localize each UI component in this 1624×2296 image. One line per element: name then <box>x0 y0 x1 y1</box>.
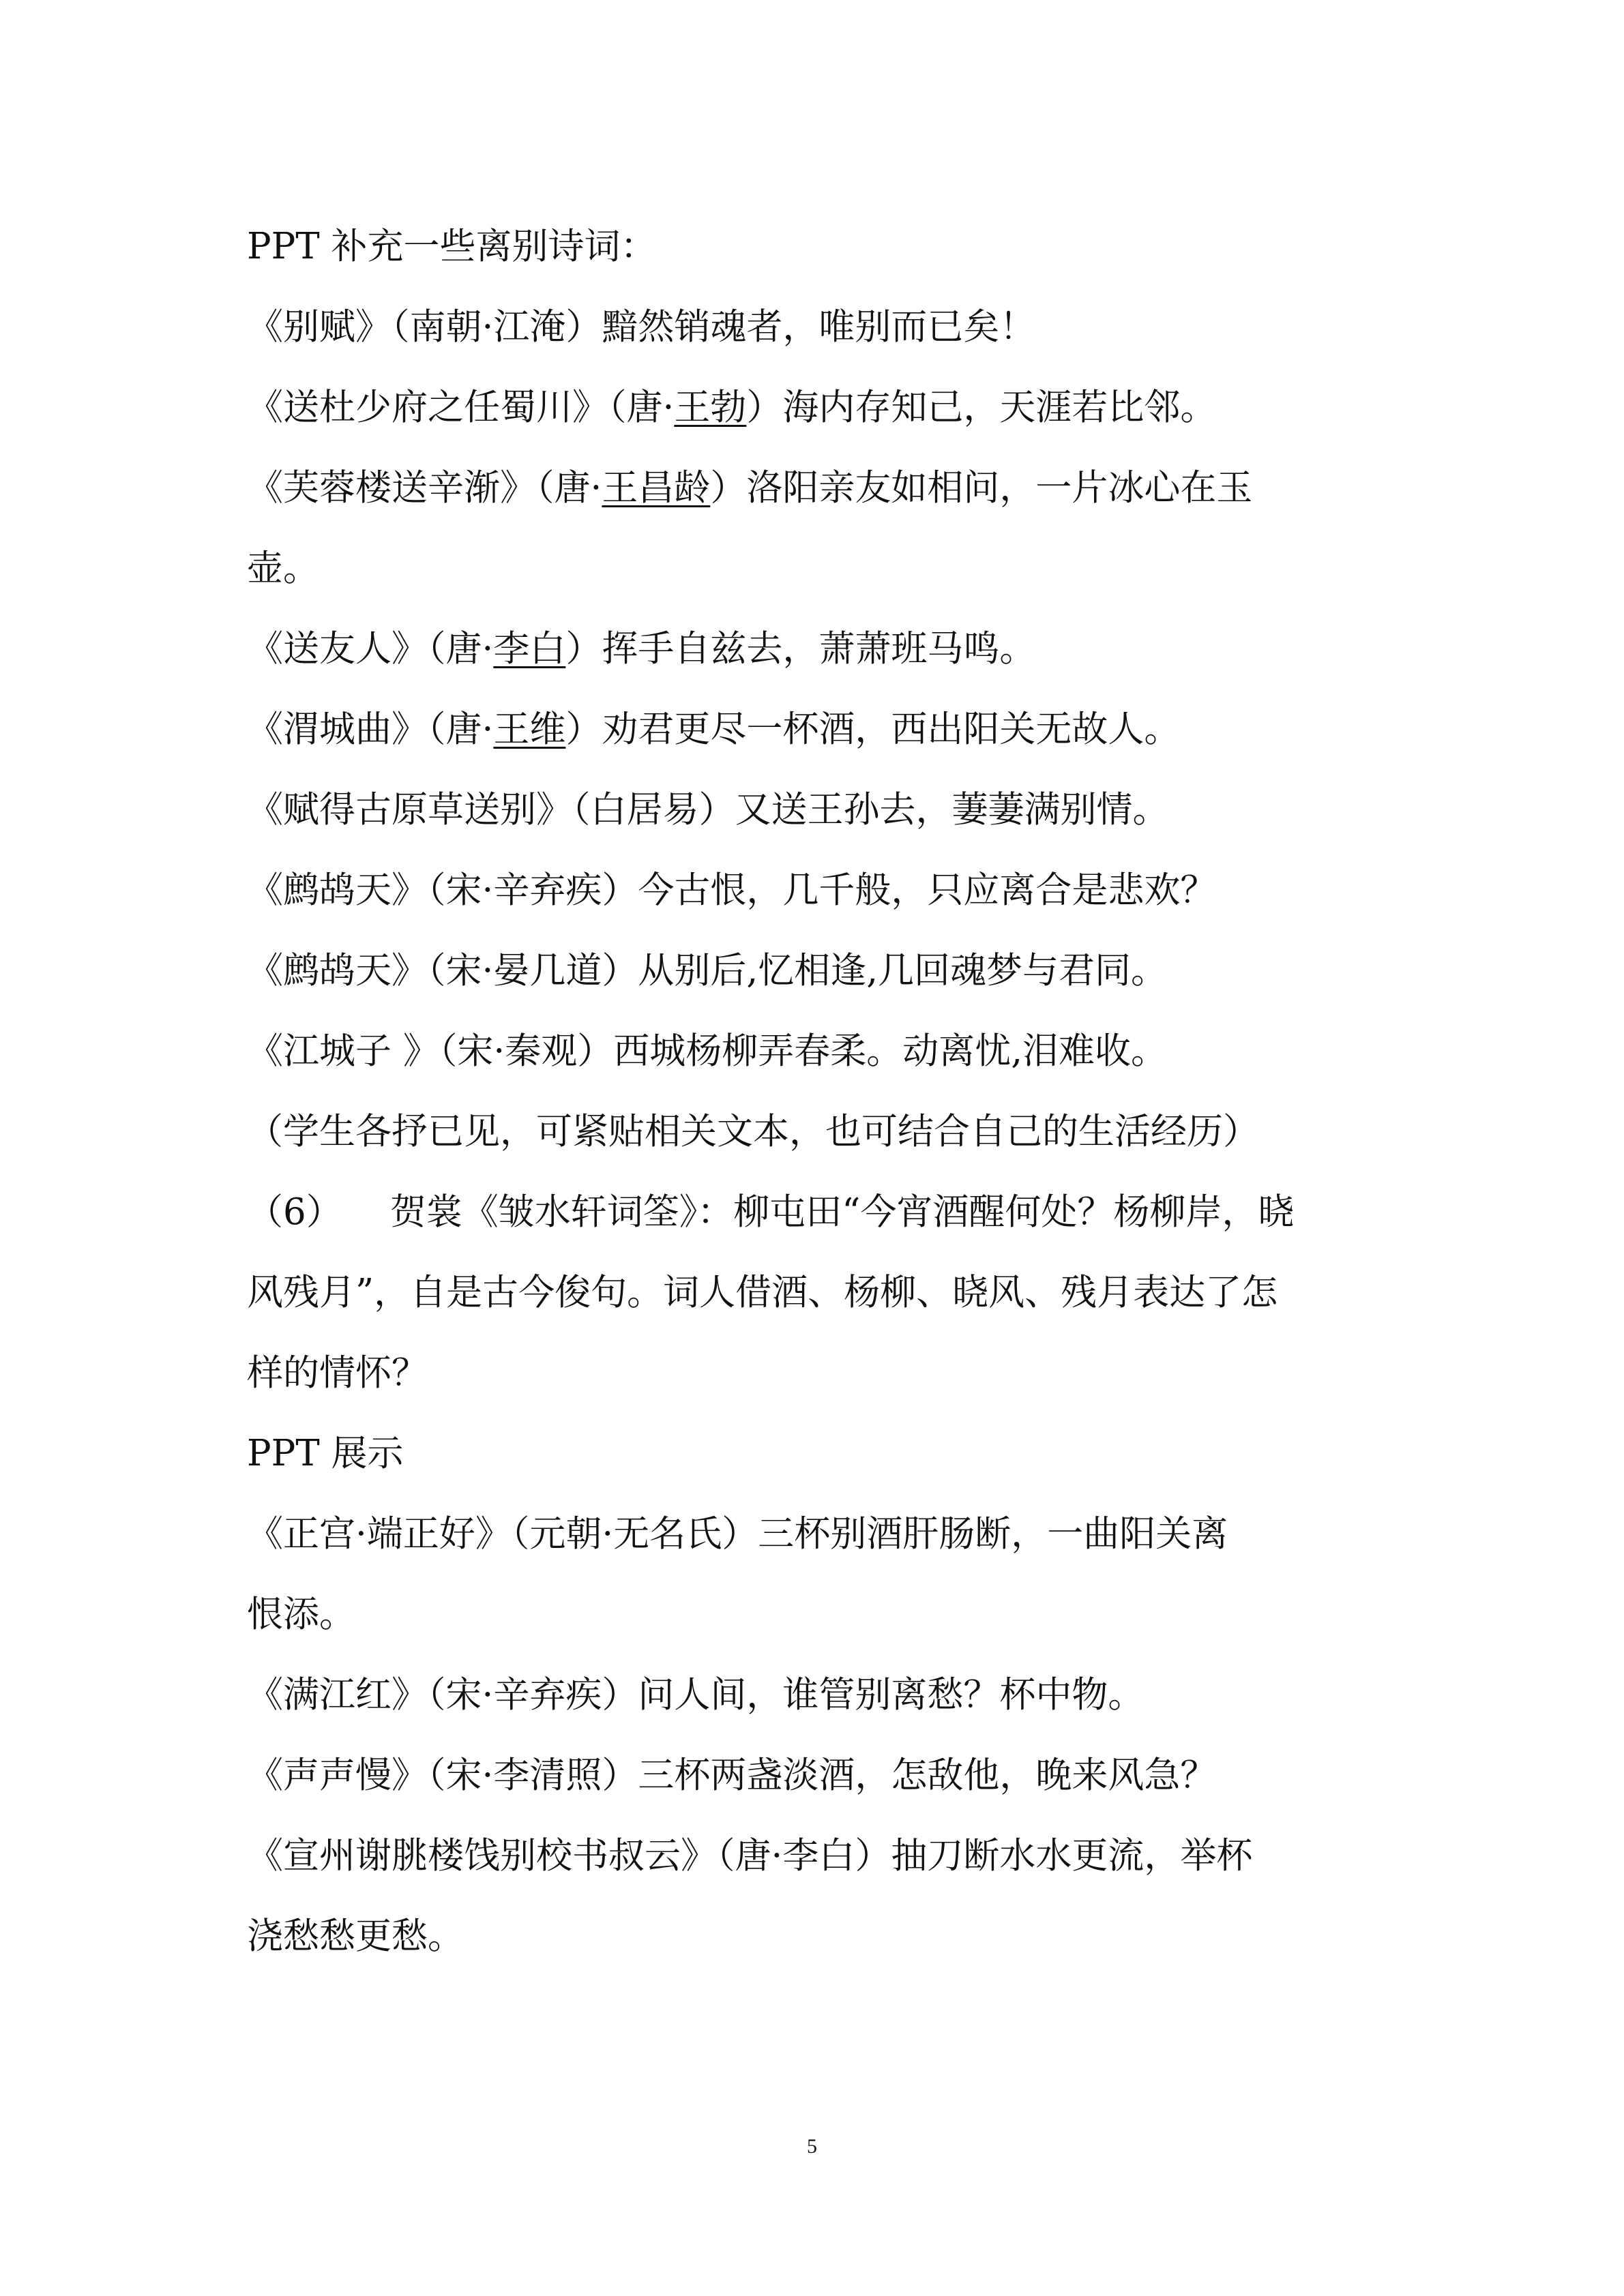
poem-verse-text: ）劝君更尽一杯酒，西出阳关无故人。 <box>565 709 1181 750</box>
author-link-li-bai[interactable]: 李白 <box>493 628 566 670</box>
poem-line-song-du-shaofu <box>247 386 1400 430</box>
poem-title-text: 《送友人》（唐· <box>247 628 494 670</box>
question-text: 贺裳《皱水轩词筌》：柳屯田“今宵酒醒何处？杨柳岸，晓 <box>389 1191 1295 1233</box>
poem-line-zhegutian-yan: 《鹧鸪天》（宋·晏几道）从别后,忆相逢,几回魂梦与君同。 <box>247 950 1168 992</box>
poem-line-weicheng-qu <box>247 708 1400 751</box>
poem-line-zhenggong: 《正宫·端正好》（元朝·无名氏）三杯别酒肝肠断，一曲阳关离 <box>247 1513 1228 1555</box>
poem-line-furong-lou <box>247 466 1400 510</box>
poem-verse-text: ）洛阳亲友如相问，一片冰心在玉 <box>710 467 1253 509</box>
poem-line-furong-lou-cont: 壶。 <box>247 548 319 589</box>
question-number: （6） <box>247 1191 342 1233</box>
author-link-wang-wei[interactable]: 王维 <box>493 709 566 750</box>
show-heading: PPT 展示 <box>247 1433 404 1474</box>
student-note: （学生各抒已见，可紧贴相关文本，也可结合自己的生活经历） <box>247 1111 1259 1152</box>
poem-line-zhenggong-cont: 恨添。 <box>247 1594 355 1635</box>
poem-title-text: 《芙蓉楼送辛渐》（唐· <box>247 467 602 509</box>
supplement-heading: PPT 补充一些离别诗词： <box>247 226 657 267</box>
poem-line-bie-fu: 《别赋》（南朝·江淹）黯然销魂者，唯别而已矣！ <box>247 306 1036 348</box>
poem-line-xuanzhou: 《宣州谢朓楼饯别校书叔云》（唐·李白）抽刀断水水更流，举杯 <box>247 1835 1253 1877</box>
poem-line-shengshengman: 《声声慢》（宋·李清照）三杯两盏淡酒，怎敌他，晚来风急？ <box>247 1755 1217 1796</box>
poem-line-manjianghong: 《满江红》（宋·辛弃疾）问人间，谁管别离愁？杯中物。 <box>247 1674 1145 1716</box>
poem-title-text: 《渭城曲》（唐· <box>247 709 494 750</box>
author-link-wang-bo[interactable]: 王勃 <box>674 387 747 428</box>
question-6-line-3: 样的情怀？ <box>247 1352 428 1394</box>
poem-line-song-youren <box>247 627 1400 671</box>
poem-line-jiangchengzi: 《江城子 》（宋·秦观）西城杨柳弄春柔。动离忧,泪难收。 <box>247 1030 1168 1072</box>
page-number: 5 <box>807 2135 817 2158</box>
question-6-line-2: 风残月”，自是古今俊句。词人借酒、杨柳、晓风、残月表达了怎 <box>247 1272 1278 1313</box>
author-link-wang-changling[interactable]: 王昌龄 <box>602 467 711 509</box>
poem-line-fude-guyuancao: 《赋得古原草送别》（白居易）又送王孙去，萋萋满别情。 <box>247 789 1169 831</box>
question-6-line-1 <box>247 1191 1400 1234</box>
poem-verse-text: ）海内存知己，天涯若比邻。 <box>746 387 1217 428</box>
poem-line-zhegutian-xin: 《鹧鸪天》（宋·辛弃疾）今古恨，几千般，只应离合是悲欢？ <box>247 869 1217 911</box>
poem-verse-text: ）挥手自兹去，萧萧班马鸣。 <box>565 628 1036 670</box>
poem-title-text: 《送杜少府之任蜀川》（唐· <box>247 387 675 428</box>
poem-line-xuanzhou-cont: 浇愁愁更愁。 <box>247 1915 464 1957</box>
